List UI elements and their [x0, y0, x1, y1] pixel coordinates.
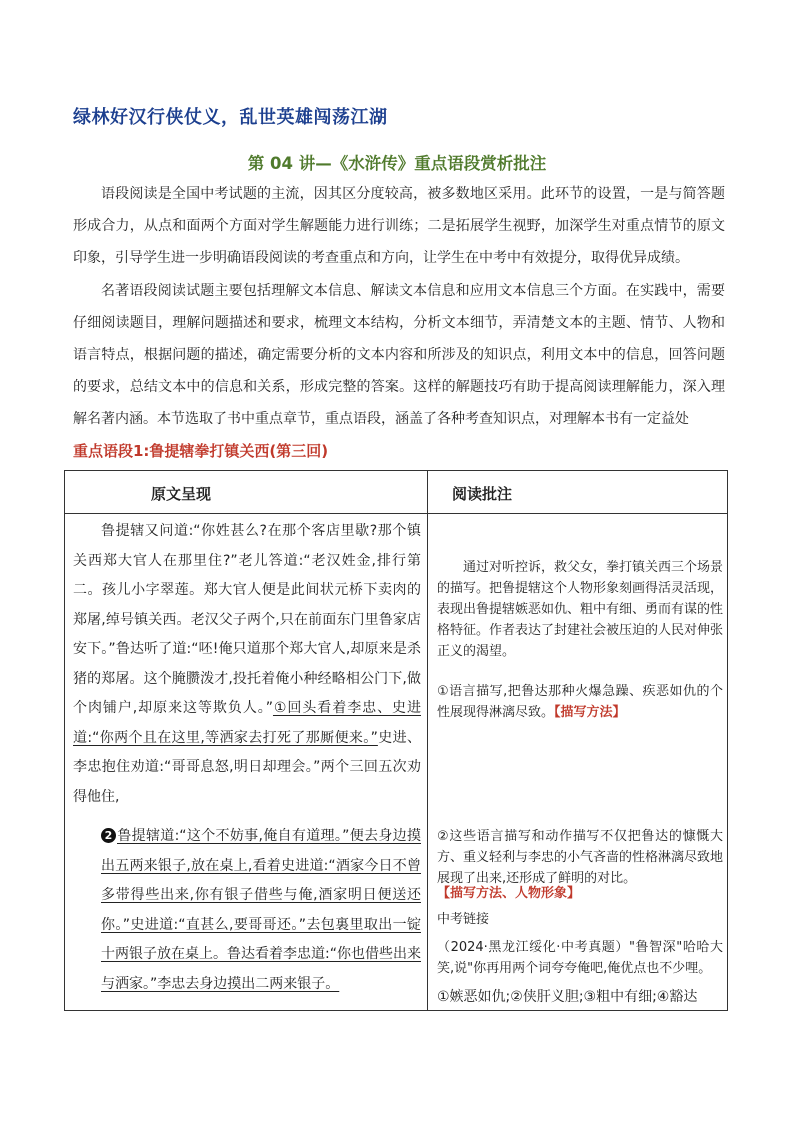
original-text-column — [73, 517, 421, 999]
original-paragraph-2 — [73, 822, 421, 999]
original-underlined-text-1: ①回头看着李忠、史进道:“你两个且在这里,等洒家去打死了那厮便来。” — [73, 700, 421, 746]
note-2-tag: 【描写方法、人物形象】 — [437, 886, 581, 901]
original-paragraph-1 — [73, 517, 421, 812]
exam-link-answer: ①嫉恶如仇;②侠肝义胆;③粗中有细;④豁达 — [437, 989, 698, 1005]
exam-link-label: 中考链接 — [437, 912, 490, 927]
note-1-text: ①语言描写,把鲁达那种火爆急躁、疾恶如仇的个性展现得淋漓尽致。 — [437, 684, 723, 720]
header-reading-notes: 阅读批注 — [452, 485, 513, 503]
intro-paragraph-1: 语段阅读是全国中考试题的主流，因其区分度较高，被多数地区采用。此环节的设置，一是与简答题形成合力，从点和面两个方面对学生解题能力进行训练；二是拓展学生视野，加深学生对重点情节的原文印象，引导学生进一步明确语段阅读的考查重点和方向，让学生在中考中有效提分，取得优异成绩。 — [73, 186, 725, 266]
annotation-table — [64, 470, 728, 1011]
note-2: ②这些语言描写和动作描写不仅把鲁达的慷慨大方、重义轻利与李忠的小气吝啬的性格淋漓尽致地展现了出来,还形成了鲜明的对比。 — [437, 829, 724, 886]
exam-link-question: （2024·黑龙江绥化·中考真题）"鲁智深"哈哈大笑,说"你再用两个词夸夸俺吧,俺优点也不少哩。 — [437, 940, 723, 976]
intro-paragraph-2: 名著语段阅读试题主要包括理解文本信息、解读文本信息和应用文本信息三个方面。在实践中，需要仔细阅读题目，理解问题描述和要求，梳理文本结构，分析文本细节，弄清楚文本的主题、情节、人物和语言特点，根据问题的描述，确定需要分析的文本内容和所涉及的知识点，利用文本中的信息，回答问题的要求，总结文本中的信息和关系，形成完整的答案。这样的解题技巧有助于提高阅读理解能力，深入理解名著内涵。本节选取了书中重点章节，重点语段，涵盖了各种考查知识点，对理解本书有一定益处 — [73, 283, 725, 427]
header-divider — [65, 513, 727, 514]
header-original-text: 原文呈现 — [151, 485, 212, 503]
original-plain-text: 鲁提辖又问道:“你姓甚么?在那个客店里歇?那个镇关西郑大官人在那里住?”老儿答道:“老汉姓金,排行第二。孩儿小字翠莲。郑大官人便是此间状元桥下卖肉的郑屠,绰号镇关西。老汉父子两个,只在前面东门里鲁家店安下。”鲁达听了道:“呸!俺只道那个郑大官人,却原来是杀猪的郑屠。这个腌臜泼才,投托着俺小种经略相公门下,做个肉铺户,却原来这等欺负人。” — [73, 523, 421, 716]
note-summary: 通过对听控诉，救父女，拳打镇关西三个场景的描写。把鲁提辖这个人物形象刻画得活灵活现，表现出鲁提辖嫉恶如仇、粗中有细、勇而有谋的性格特征。作者表达了封建社会被压迫的人民对伸张正义的渴望。 — [437, 560, 724, 659]
series-title: 绿林好汉行侠仗义，乱世英雄闯荡江湖 — [73, 107, 388, 128]
note-1 — [437, 681, 723, 723]
marker-badge-2: 2 — [101, 828, 116, 843]
section-heading: 重点语段1:鲁提辖拳打镇关西(第三回) — [73, 442, 329, 460]
column-divider — [427, 471, 428, 1010]
lesson-title: 第 04 讲—《水浒传》重点语段赏析批注 — [247, 154, 547, 173]
original-underlined-text-2: 鲁提辖道:“这个不妨事,俺自有道理。”便去身边摸出五两来银子,放在桌上,看着史进道:“酒家今日不曾多带得些出来,你有银子借些与俺,酒家明日便送还你。”史进道:“直甚么,要哥哥还。”去包裏里取出一锭十两银子放在桌上。鲁达看着李忠道:“你也借些出来与洒家。”李忠去身边摸出二两来银子。 — [101, 828, 421, 992]
note-1-tag: 【描写方法】 — [554, 705, 626, 720]
original-tail-text: 史进、李忠抱住劝道:“哥哥息怒,明日却理会。”两个三回五次劝得他住, — [73, 729, 422, 805]
